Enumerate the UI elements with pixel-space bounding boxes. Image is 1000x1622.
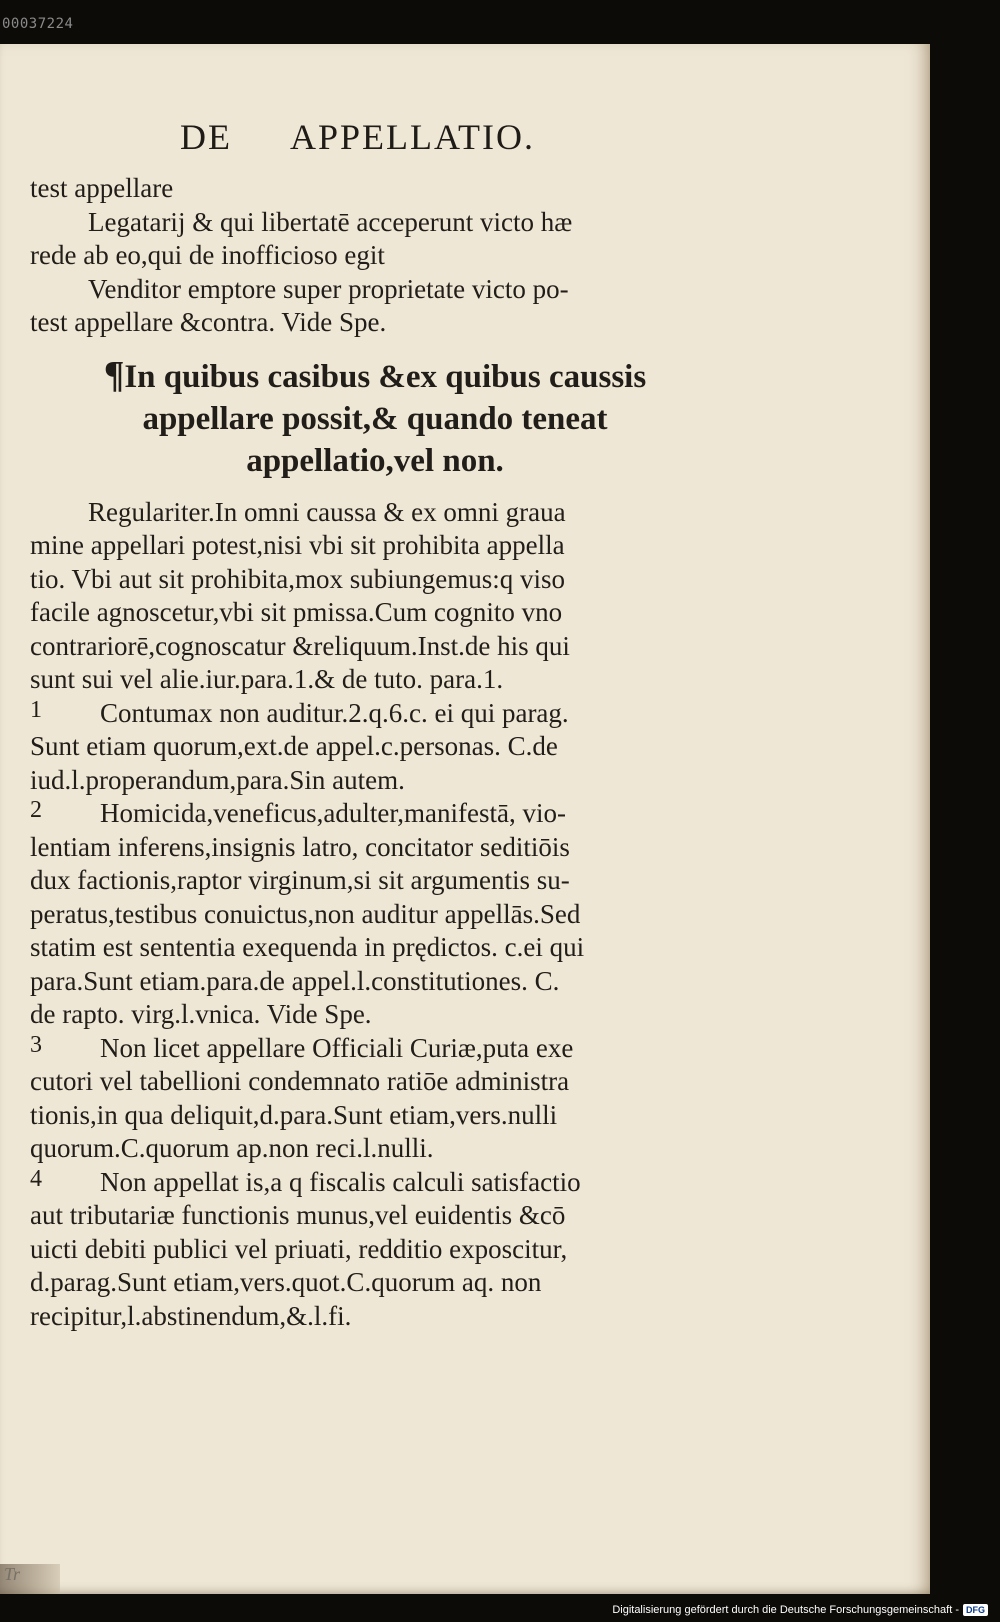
text-line: tio. Vbi aut sit prohibita,mox subiungemus:q viso bbox=[30, 563, 566, 594]
text-line: statim est sententia exequenda in prędictos. c.ei qui bbox=[30, 932, 585, 962]
text-line: Non appellat is,a q fiscalis calculi satisfactio bbox=[100, 1166, 581, 1197]
running-head-word: APPELLATIO. bbox=[290, 117, 535, 157]
text-line: lentiam inferens,insignis latro, concitator seditiōis bbox=[30, 831, 570, 862]
numbered-paragraph bbox=[30, 1166, 720, 1200]
text-line: mine appellari potest,nisi vbi sit prohibita appella bbox=[30, 530, 565, 560]
running-head-word: DE bbox=[180, 117, 232, 157]
text-line: cutori vel tabellioni condemnato ratiōe administra bbox=[30, 1066, 570, 1096]
text-line: facile agnoscetur,vbi sit pmissa.Cum cognito vno bbox=[30, 597, 563, 627]
numbered-paragraph bbox=[30, 1032, 720, 1066]
heading-line: appellare possit,& quando teneat bbox=[142, 400, 608, 437]
heading-line: appellatio,vel non. bbox=[246, 442, 504, 479]
text-line: iud.l.properandum,para.Sin autem. bbox=[30, 764, 405, 795]
paragraph-number: 2 bbox=[30, 797, 42, 823]
text-line: rede ab eo,qui de inofficioso egit bbox=[30, 240, 385, 270]
text-line: para.Sunt etiam.para.de appel.l.constitutiones. C. bbox=[30, 965, 560, 996]
text-line: de rapto. virg.l.vnica. Vide Spe. bbox=[30, 999, 372, 1029]
running-head bbox=[180, 116, 535, 158]
text-line: Non licet appellare Officiali Curiæ,puta exe bbox=[100, 1032, 574, 1063]
paragraph-number: 1 bbox=[30, 696, 42, 723]
text-line: dux factionis,raptor virginum,si sit argumentis su- bbox=[30, 865, 570, 895]
pilcrow-mark: ¶ bbox=[103, 353, 125, 396]
digitization-footer bbox=[612, 1604, 988, 1616]
section-heading bbox=[30, 354, 720, 482]
text-line: Venditor emptore super proprietate victo po- bbox=[88, 273, 569, 304]
text-line: peratus,testibus conuictus,non auditur appellās.Sed bbox=[30, 898, 581, 929]
footer-text: Digitalisierung gefördert durch die Deutsche Forschungsgemeinschaft - bbox=[612, 1604, 959, 1616]
dfg-logo: DFG bbox=[963, 1604, 988, 1616]
text-line: Sunt etiam quorum,ext.de appel.c.personas. C.de bbox=[30, 731, 558, 761]
text-line: aut tributariæ functionis munus,vel euidentis &cō bbox=[30, 1200, 566, 1230]
text-line: Legatarij & qui libertatē acceperunt victo hæ bbox=[88, 206, 573, 237]
paragraph-number: 3 bbox=[30, 1031, 42, 1058]
text-line: test appellare bbox=[30, 173, 174, 203]
text-line: Contumax non auditur.2.q.6.c. ei qui parag. bbox=[100, 697, 569, 728]
text-line: d.parag.Sunt etiam,vers.quot.C.quorum aq. non bbox=[30, 1267, 542, 1297]
text-line: sunt sui vel alie.iur.para.1.& de tuto. para.1. bbox=[30, 664, 504, 694]
page-text bbox=[30, 172, 720, 1333]
text-line: quorum.C.quorum ap.non reci.l.nulli. bbox=[30, 1133, 434, 1163]
scan-id-label: 00037224 bbox=[2, 16, 74, 32]
page-corner-stain bbox=[0, 1564, 60, 1594]
text-line: tionis,in qua deliquit,d.para.Sunt etiam,vers.nulli bbox=[30, 1099, 558, 1130]
paragraph-number: 4 bbox=[30, 1165, 42, 1192]
book-page bbox=[0, 44, 930, 1594]
text-line: contrariorē,cognoscatur &reliquum.Inst.de his qui bbox=[30, 630, 570, 661]
text-line: uicti debiti publici vel priuati, redditio exposcitur, bbox=[30, 1233, 568, 1264]
numbered-paragraph bbox=[30, 797, 720, 831]
heading-line: In quibus casibus &ex quibus caussis bbox=[124, 358, 647, 395]
text-line: Homicida,veneficus,adulter,manifestā, vio- bbox=[100, 798, 567, 828]
text-line: Regulariter.In omni caussa & ex omni graua bbox=[88, 496, 566, 527]
text-line: recipitur,l.abstinendum,&.l.fi. bbox=[30, 1300, 352, 1331]
numbered-paragraph bbox=[30, 697, 720, 731]
text-line: test appellare &contra. Vide Spe. bbox=[30, 307, 387, 337]
corner-mark: Tr bbox=[4, 1564, 21, 1584]
